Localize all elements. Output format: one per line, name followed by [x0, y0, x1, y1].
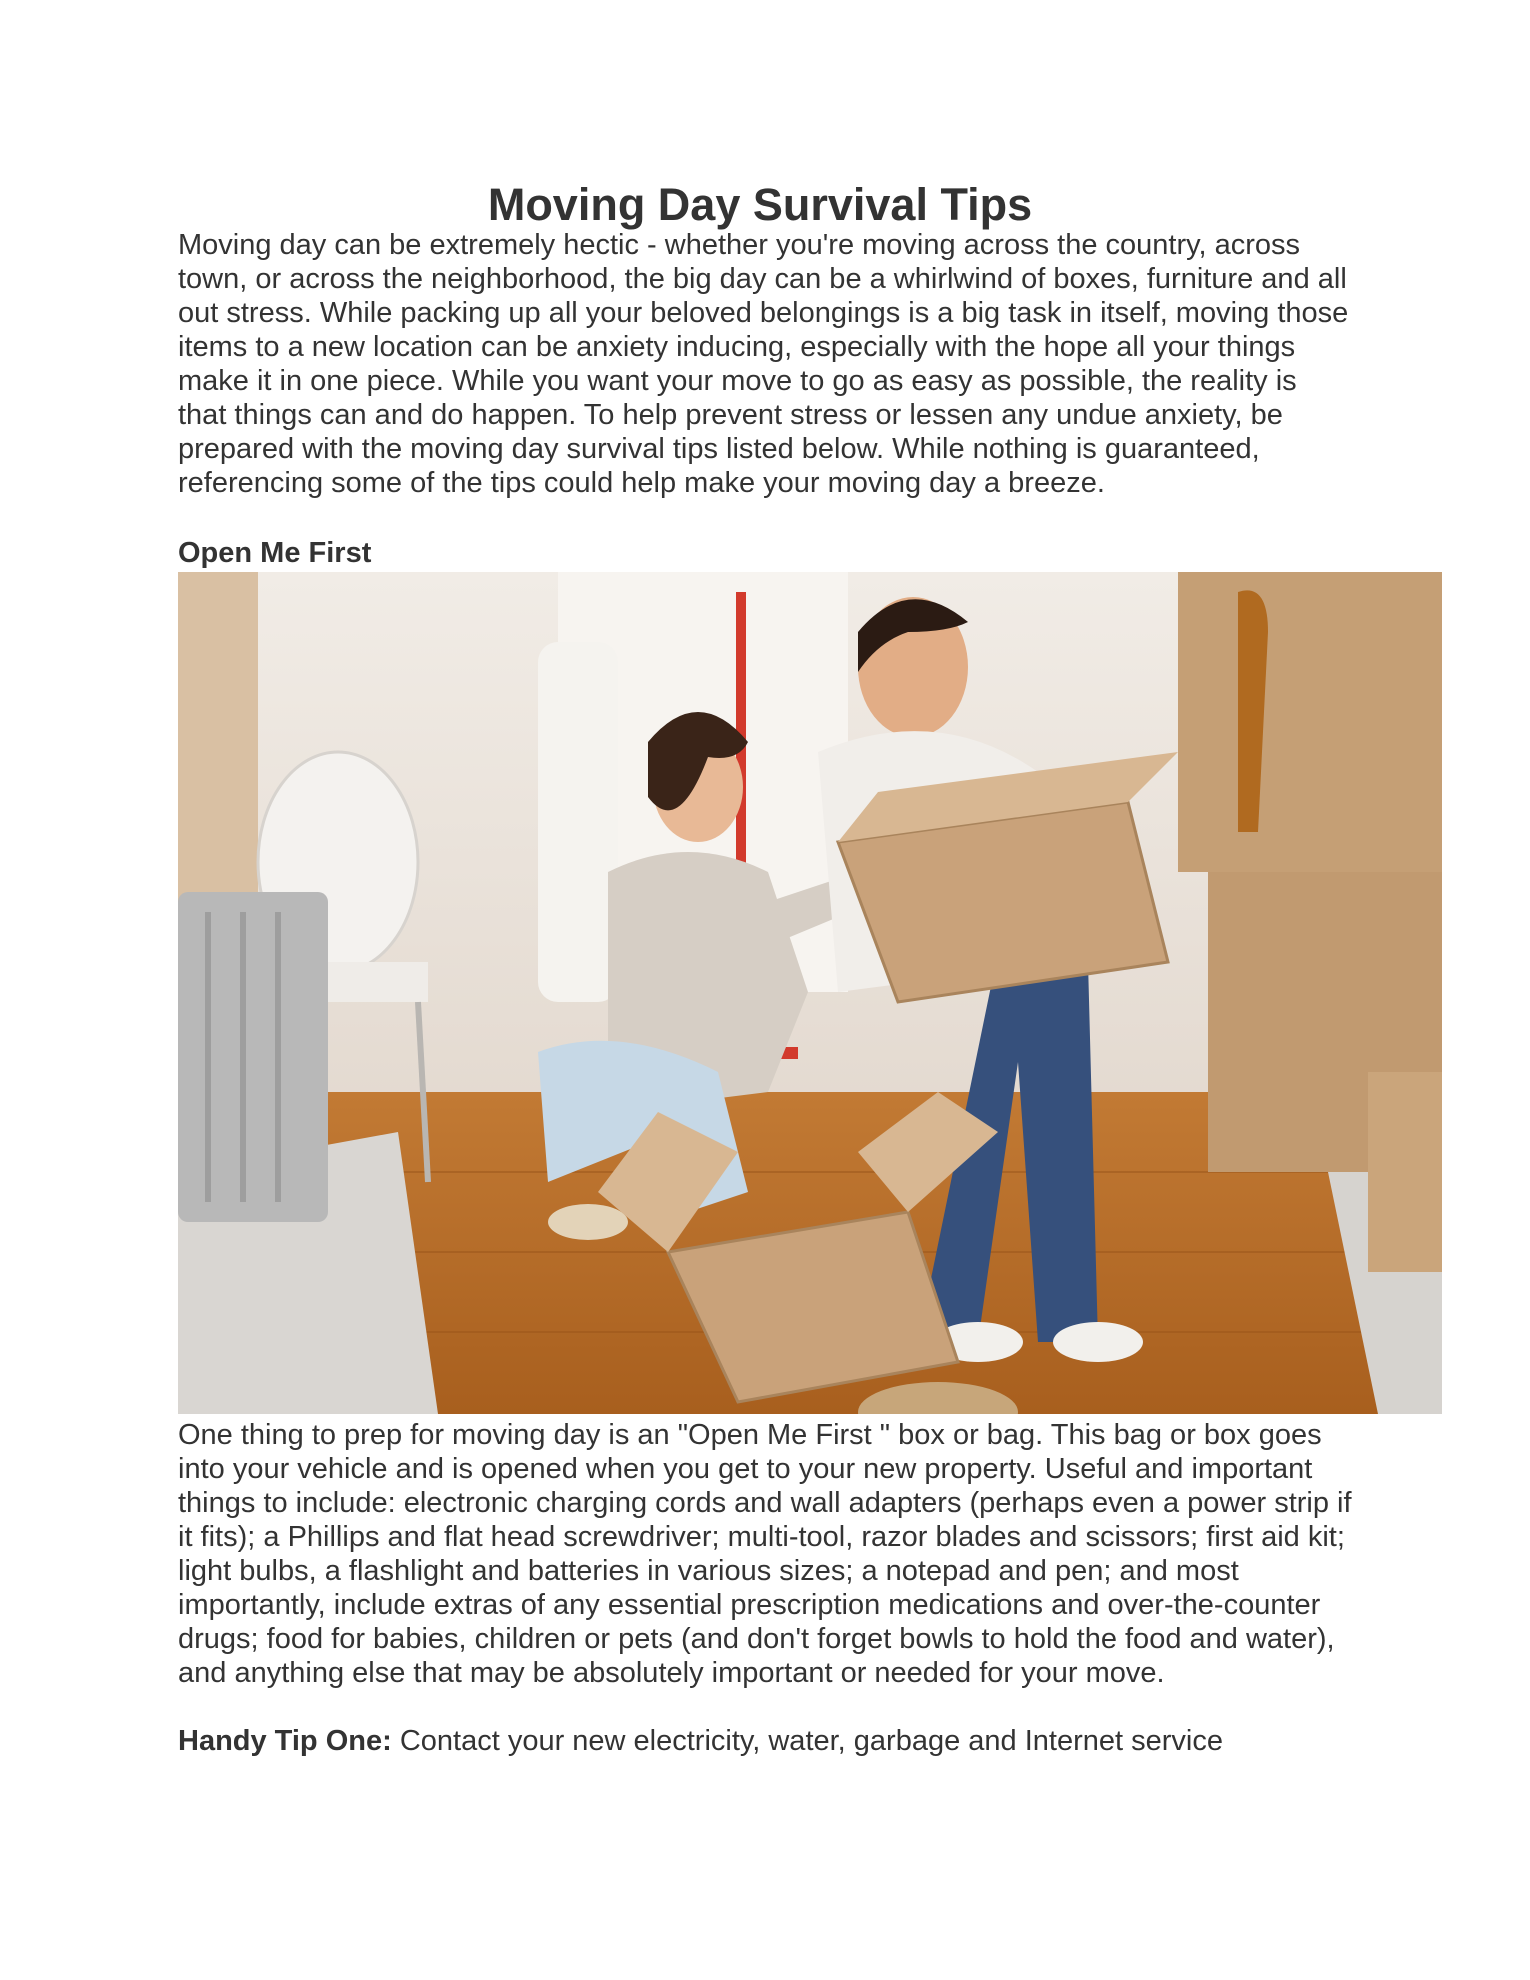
open-me-first-paragraph: One thing to prep for moving day is an "Open Me First " box or bag. This bag or box goes into your vehicle and is opened when you get to your new property. Useful and important things to include: electronic charging cords and wall adapters (perhaps even a power strip if it fits); a Phillips and flat head screwdriver; multi-tool, razor blades and scissors; first aid kit; light bulbs, a flashlight and batteries in various sizes; a notepad and pen; and most importantly, include extras of any essential prescription medications and over-the-counter drugs; food for babies, children or pets (and don't forget bowls to hold the food and water), and anything else that may be absolutely important or needed for your move.: [178, 1419, 1352, 1689]
suitcase: [178, 892, 328, 1222]
section-heading: Open Me First: [178, 537, 372, 569]
paper-roll: [538, 642, 618, 1002]
box-stack-top: [1178, 572, 1442, 872]
tip-label: Handy Tip One:: [178, 1725, 392, 1757]
moving-couple-illustration: [178, 572, 1442, 1414]
page-title: Moving Day Survival Tips: [487, 179, 1033, 230]
handy-tip-one: [178, 1724, 1358, 1758]
intro-paragraph: Moving day can be extremely hectic - whether you're moving across the country, across town, or across the neighborhood, the big day can be a whirlwind of boxes, furniture and all out stress. While packing up all your beloved belongings is a big task in itself, moving those items to a new location can be anxiety inducing, especially with the hope all your things make it in one piece. While you want your move to go as easy as possible, the reality is that things can and do happen. To help prevent stress or lessen any undue anxiety, be prepared with the moving day survival tips listed below. While nothing is guaranteed, referencing some of the tips could help make your moving day a breeze.: [178, 229, 1349, 499]
moving-couple-photo: [178, 572, 1442, 1414]
tip-text: Contact your new electricity, water, garbage and Internet service: [391, 1725, 1223, 1757]
